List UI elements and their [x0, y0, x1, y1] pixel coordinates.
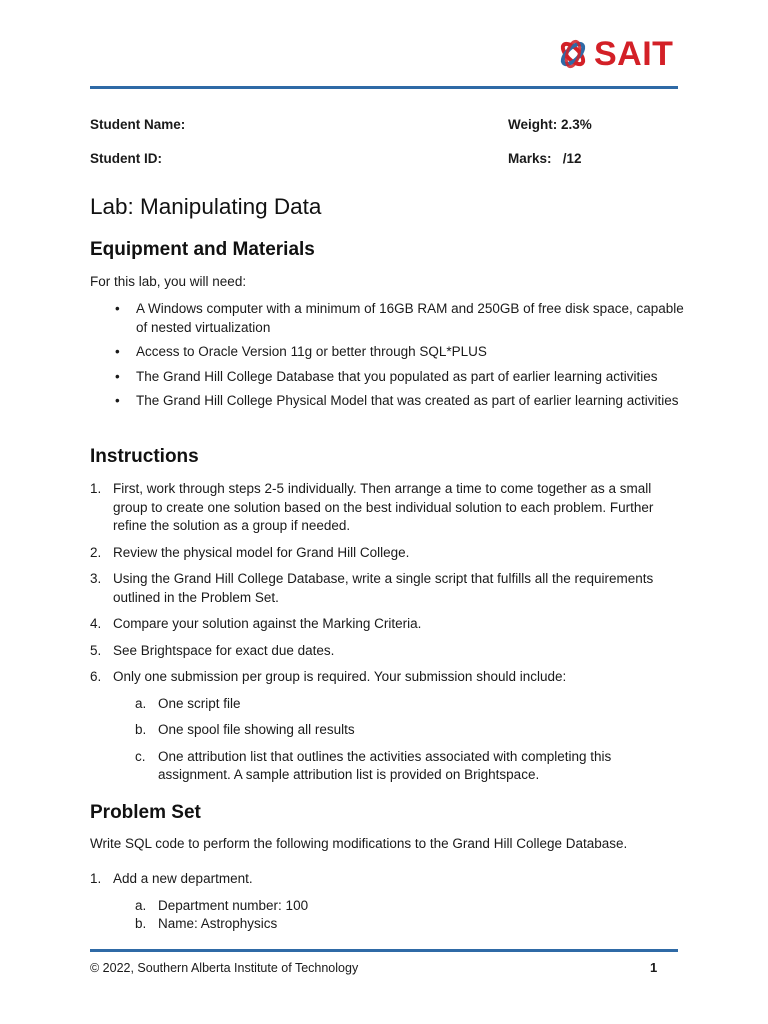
list-item: 1. First, work through steps 2-5 individually. Then arrange a time to come together as a small group to create one solution based on the best individual solution to each problem. Further refine the solution as a group if needed. [90, 481, 654, 533]
list-item: 2. Review the physical model for Grand Hill College. [90, 544, 410, 560]
problem-set-intro: Write SQL code to perform the following modifications to the Grand Hill College Database. [90, 836, 628, 851]
student-name-label: Student Name: [90, 117, 186, 132]
weight-label: Weight: 2.3% [508, 117, 592, 132]
list-item: 4. Compare your solution against the Marking Criteria. [90, 616, 422, 631]
sub-list-item: c. One attribution list that outlines the activities associated with completing this assignment. A sample attribution list is provided on Brightspace. [135, 748, 612, 782]
sub-list-item: a. One script file [135, 695, 241, 711]
list-item: • A Windows computer with a minimum of 16GB RAM and 250GB of free disk space, capable of nested virtualization [115, 301, 684, 335]
problem-list [90, 870, 680, 934]
sait-logo [556, 36, 680, 72]
equipment-list [114, 300, 684, 417]
sub-list-item: a. Department number: 100 [135, 897, 309, 913]
sub-list-item: b. One spool file showing all results [135, 722, 355, 737]
footer-divider [90, 949, 678, 952]
sait-logo-mark-icon [556, 37, 590, 71]
list-item: • The Grand Hill College Physical Model that was created as part of earlier learning activities [114, 392, 684, 411]
list-item: 5. See Brightspace for exact due dates. [90, 642, 335, 658]
bullet-icon: • [115, 368, 120, 384]
sub-list-item: b. Name: Astrophysics [135, 916, 278, 931]
equipment-heading: Equipment and Materials [90, 239, 315, 260]
instructions-list [90, 480, 680, 785]
list-item: 3. Using the Grand Hill College Database, write a single script that fulfills all the requirements outlined in the Problem Set. [90, 571, 654, 605]
bullet-icon: • [115, 301, 120, 316]
page-number: 1 [650, 960, 658, 975]
list-item: • Access to Oracle Version 11g or better through SQL*PLUS [114, 343, 684, 362]
page-title: Lab: Manipulating Data [90, 194, 322, 219]
instructions-heading: Instructions [90, 446, 199, 467]
header-divider [90, 86, 678, 89]
list-item: 1. Add a new department. [90, 871, 253, 886]
bullet-icon: • [115, 344, 120, 359]
logo-wordmark: SAIT [594, 35, 674, 73]
marks-label: Marks: /12 [508, 151, 582, 166]
list-item: • The Grand Hill College Database that you populated as part of earlier learning activities [114, 368, 684, 387]
list-item: 6. Only one submission per group is required. Your submission should include: [90, 669, 567, 684]
equipment-intro: For this lab, you will need: [90, 274, 247, 289]
problem-set-heading: Problem Set [90, 802, 201, 823]
footer-copyright: © 2022, Southern Alberta Institute of Technology [90, 961, 359, 975]
bullet-icon: • [115, 393, 120, 408]
student-id-label: Student ID: [90, 151, 162, 166]
